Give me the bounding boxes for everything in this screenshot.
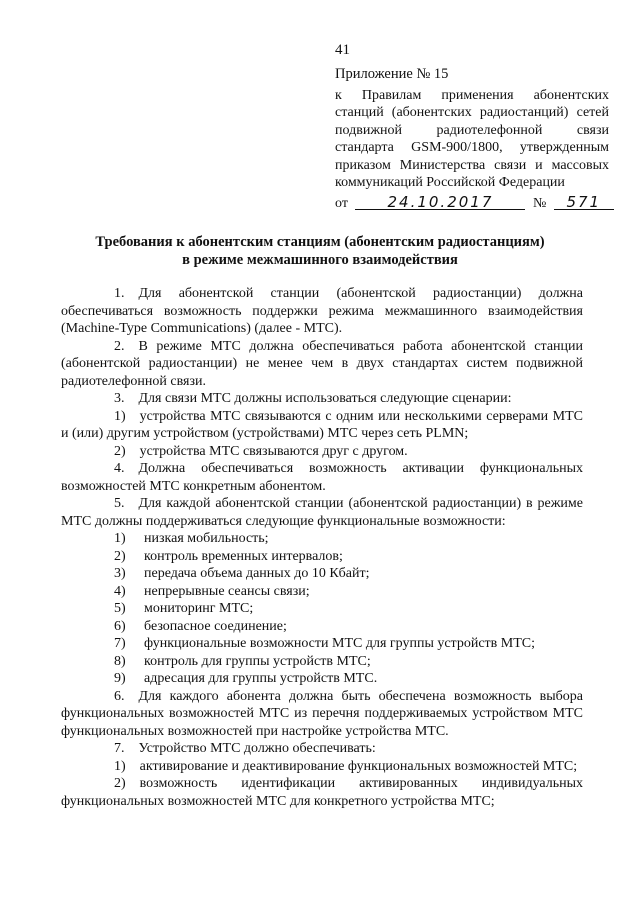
paragraph-2: 2. В режиме МТС должна обеспечиваться работа абонентской станции (абонентской радиостанции) не менее чем в двух стандартах систем подвижной радиотелефонной связи. <box>61 338 583 389</box>
paragraph-7-item-1: 1) активирование и деактивирование функциональных возможностей МТС; <box>114 758 578 774</box>
appendix-block <box>335 66 609 212</box>
paragraph-7: 7. Устройство МТС должно обеспечивать: <box>114 741 376 756</box>
heading-line-2: в режиме межмашинного взаимодействия <box>182 252 458 268</box>
heading-line-1: Требования к абонентским станциям (абонентским радиостанциям) <box>95 234 545 250</box>
paragraph-7-item-2: 2) возможность идентификации активированных индивидуальных функциональных возможностей МТС для конкретного устройства МТС; <box>61 776 583 809</box>
paragraph-6: 6. Для каждого абонента должна быть обеспечена возможность выбора функциональных возможностей МТС из перечня поддерживаемых устройством МТС функциональных возможностей при настройке устройства МТС. <box>61 688 583 739</box>
document-body <box>61 285 583 810</box>
list-item: 1) низкая мобильность; <box>114 531 269 546</box>
number-prefix: № <box>532 195 547 211</box>
paragraph-3-item-1: 1) устройства МТС связываются с одним или несколькими серверами МТС и (или) другим устройством (устройствами) МТС через сеть PLMN; <box>61 408 583 441</box>
paragraph-3-item-2: 2) устройства МТС связываются друг с другом. <box>114 443 408 459</box>
list-item: 2) контроль временных интервалов; <box>114 548 343 564</box>
paragraph-4: 4. Должна обеспечиваться возможность активации функциональных возможностей МТС конкретным абонентом. <box>61 461 583 494</box>
list-item: 5) мониторинг МТС; <box>114 601 254 616</box>
list-item: 3) передача объема данных до 10 Кбайт; <box>114 566 370 581</box>
feature-list <box>61 530 583 688</box>
list-item: 8) контроль для группы устройств МТС; <box>114 653 371 669</box>
date-prefix: от <box>335 195 348 211</box>
order-date-line <box>335 192 609 213</box>
handwritten-number: 571 <box>554 195 614 210</box>
list-item: 9) адресация для группы устройств МТС. <box>114 671 378 686</box>
paragraph-5: 5. Для каждой абонентской станции (абонентской радиостанции) в режиме МТС должны поддерживаться следующие функциональные возможности: <box>61 496 583 529</box>
page-number: 41 <box>335 42 350 58</box>
handwritten-date: 24.10.2017 <box>355 195 525 210</box>
appendix-text: к Правилам применения абонентских станций (абонентских радиостанций) сетей подвижной радиотелефонной связи стандарта GSM-900/1800, утвержденным приказом Министерства связи и массовых коммуникаций Российской Федерации <box>335 87 609 190</box>
paragraph-3: 3. Для связи МТС должны использоваться следующие сценарии: <box>114 391 512 406</box>
list-item: 6) безопасное соединение; <box>114 618 287 634</box>
appendix-title: Приложение № 15 <box>335 66 449 82</box>
document-heading <box>60 233 580 269</box>
list-item: 4) непрерывные сеансы связи; <box>114 583 310 599</box>
list-item: 7) функциональные возможности МТС для группы устройств МТС; <box>114 636 536 651</box>
paragraph-1: 1. Для абонентской станции (абонентской радиостанции) должна обеспечиваться возможность поддержки режима межмашинного взаимодействия (Machine-Type Communications) (далее - МТС). <box>61 286 583 336</box>
